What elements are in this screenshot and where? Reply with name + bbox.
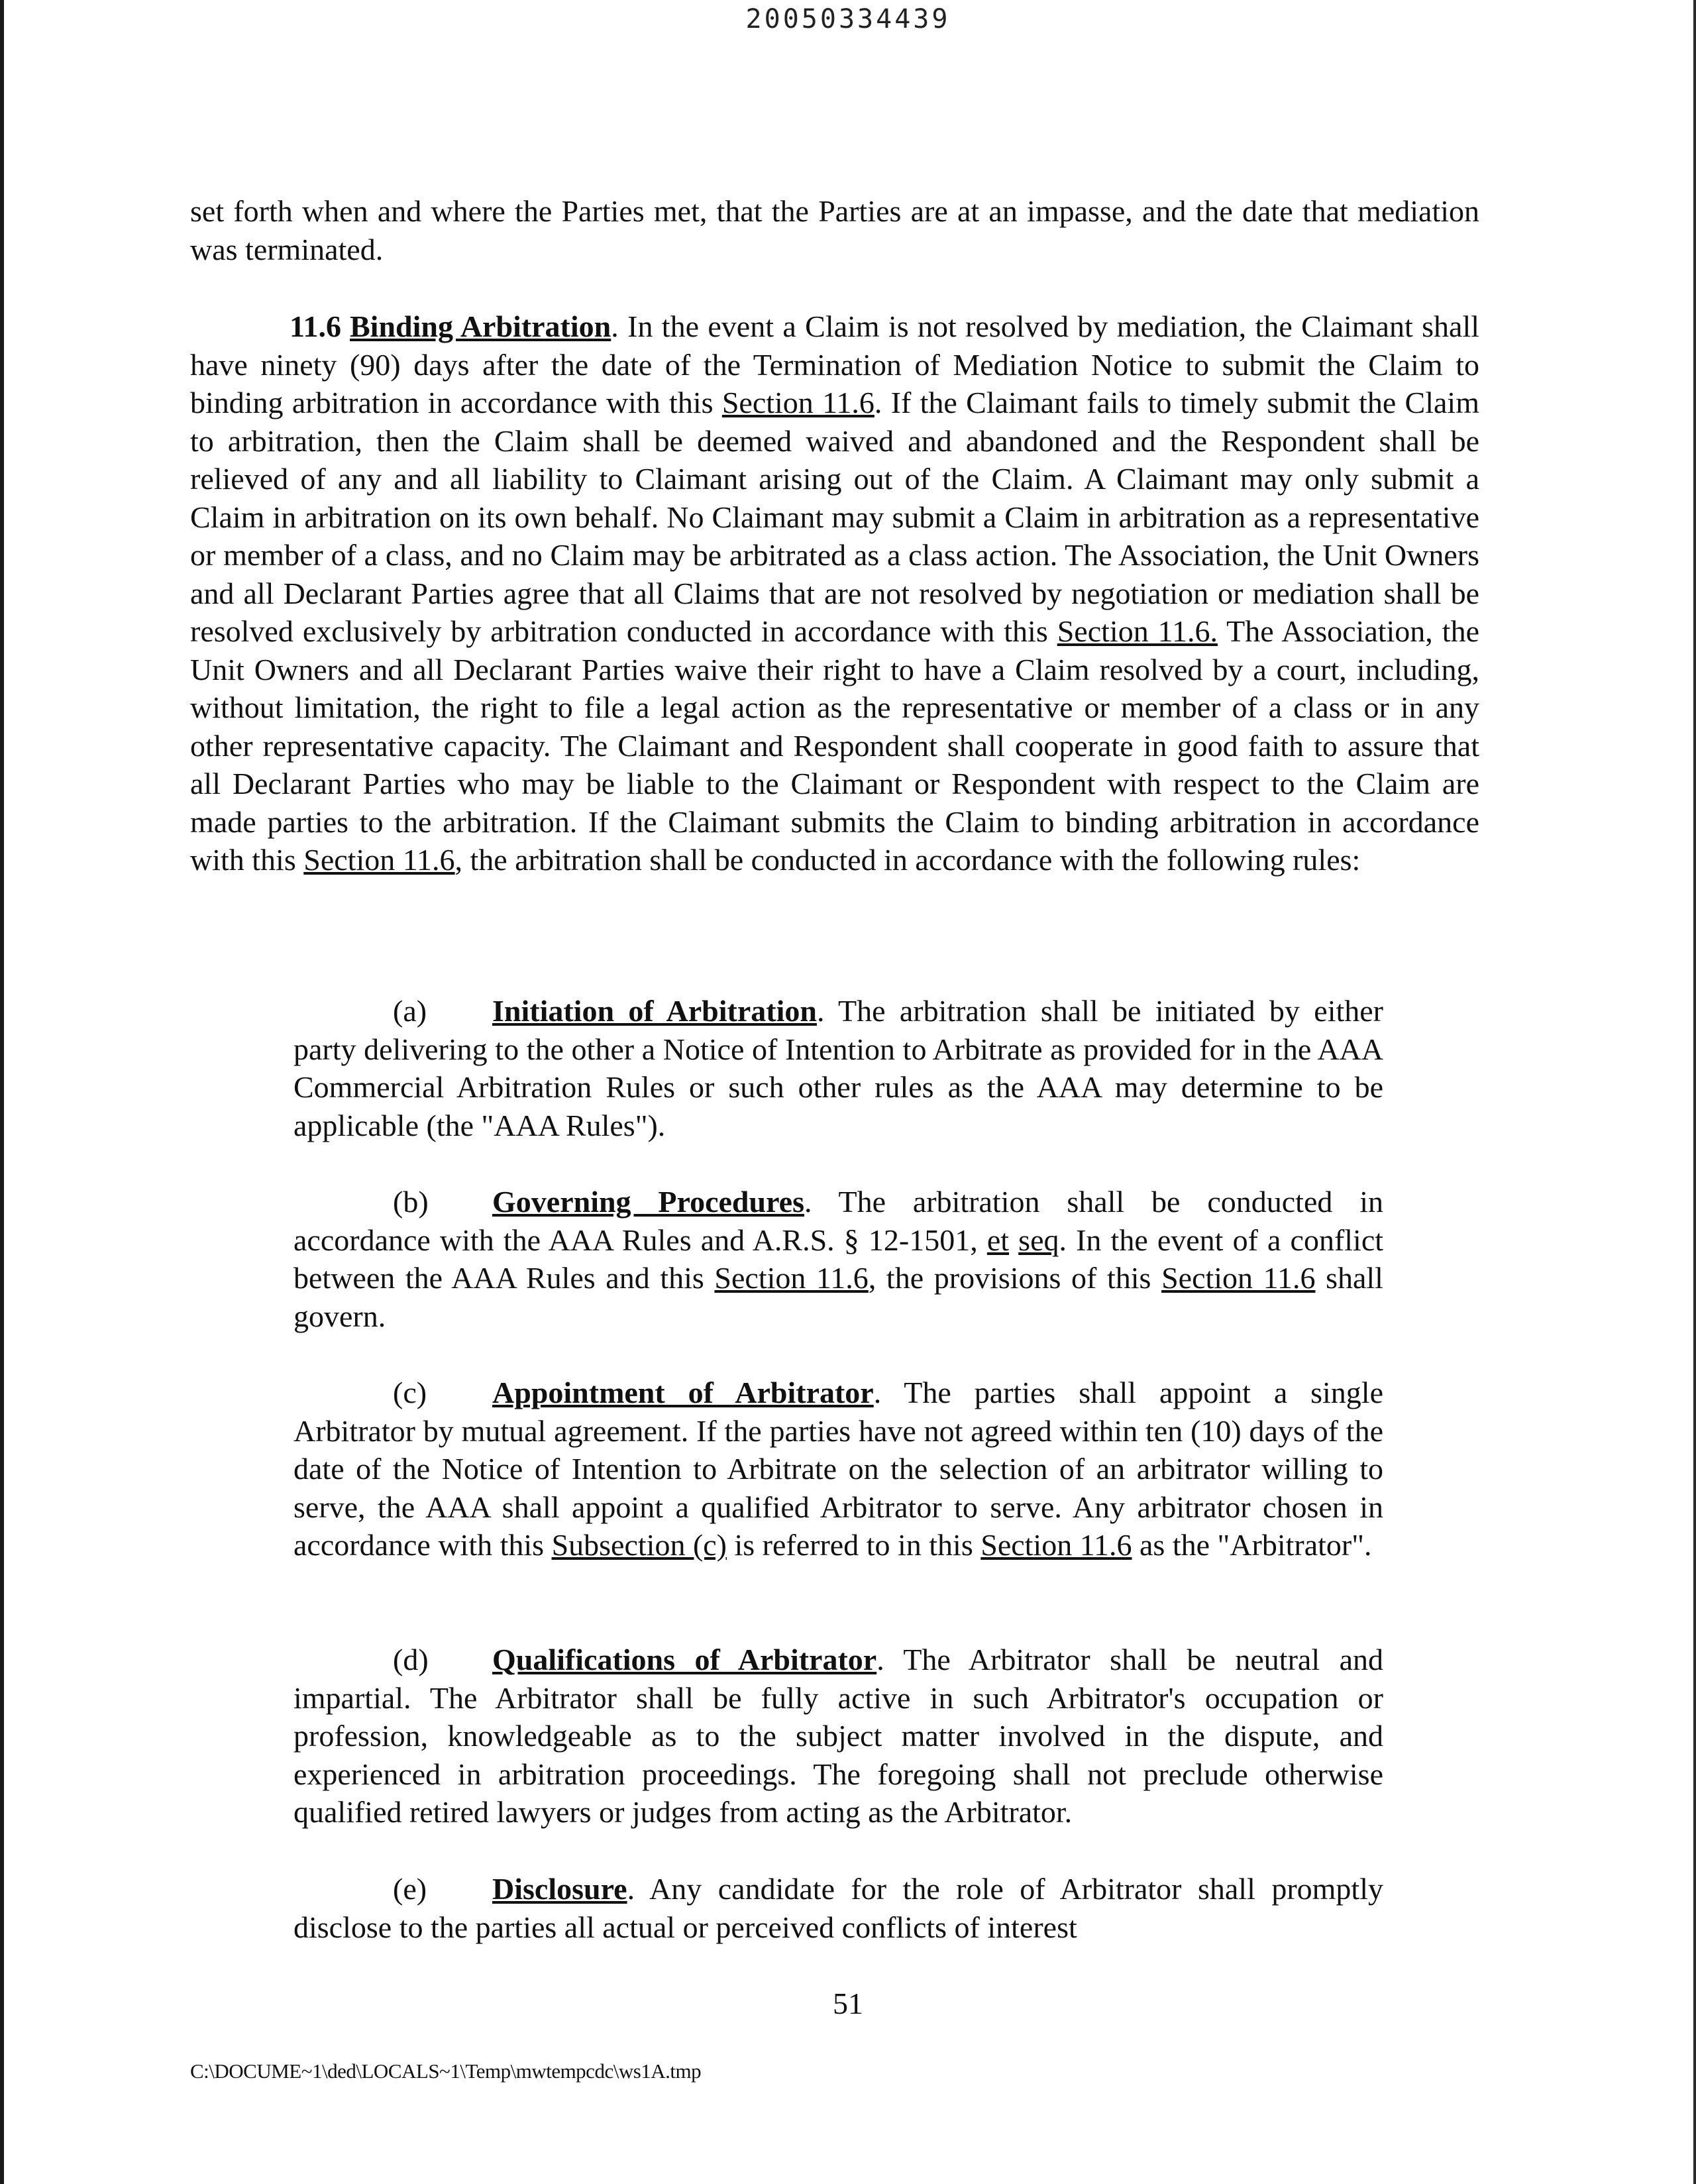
section-reference: Section 11.6	[980, 1528, 1132, 1562]
page-number: 51	[833, 1987, 863, 2020]
section-text: The Association, the Unit Owners and all Declarant Parties waive their right to have a Claim resolved by a court, including, without limitation, the right to file a legal action as the representative or member of a class or in any other representative capacity. The Claimant and Respondent shall cooperate in good faith to assure that all Declarant Parties who may be liable to the Claimant or Respondent with respect to the Claim are made parties to the arbitration. If the Claimant submits the Claim to binding arbitration in accordance with this	[190, 614, 1479, 877]
subsection-text: . The Arbitrator shall be neutral and impartial. The Arbitrator shall be fully active in such Arbitrator's occupation or profession, knowledgeable as to the subject matter involved in the dispute, and experienced in arbitration proceedings. The foregoing shall not preclude otherwise qualified retired lawyers or judges from acting as the Arbitrator.	[293, 1643, 1383, 1829]
section-number: 11.6	[290, 309, 341, 343]
subsection-label: (a)	[393, 994, 427, 1028]
subsection-text: , the provisions of this	[868, 1261, 1162, 1295]
subsection-label: (c)	[393, 1376, 427, 1409]
subsection-text: . The arbitration shall be conducted in accordance with the AAA Rules and A.R.S. § 12-1501,	[293, 1185, 1383, 1257]
section-reference: Section 11.6	[1161, 1261, 1316, 1295]
section-text: . If the Claimant fails to timely submit the Claim to arbitration, then the Claim shall be deemed waived and abandoned and the Respondent shall be relieved of any and all liability to Claimant arising out of the Claim. A Claimant may only submit a Claim in arbitration on its own behalf. No Claimant may submit a Claim in arbitration as a representative or member of a class, and no Claim may be arbitrated as a class action. The Association, the Unit Owners and all Declarant Parties agree that all Claims that are not resolved by negotiation or mediation shall be resolved exclusively by arbitration conducted in accordance with this	[190, 386, 1479, 648]
footer-file-path: C:\DOCUME~1\ded\LOCALS~1\Temp\mwtempcdc\ws1A.tmp	[190, 2059, 702, 2083]
subsection-text: shall govern.	[293, 1261, 1383, 1333]
subsection-text: . The arbitration shall be initiated by either party delivering to the other a Notice of Intention to Arbitrate as provided for in the AAA Commercial Arbitration Rules or such other rules as the AAA may determine to be applicable (the "AAA Rules").	[293, 994, 1383, 1142]
section-reference: Section 11.6.	[1057, 614, 1218, 648]
section-reference: Section 11.6	[721, 386, 874, 419]
subsection-e	[293, 1870, 1383, 1946]
subsection-text: . In the event of a conflict between the AAA Rules and this	[293, 1223, 1384, 1295]
subsection-text: . The parties shall appoint a single Arbitrator by mutual agreement. If the parties have not agreed within ten (10) days of the date of the Notice of Intention to Arbitrate on the selection of an arbitrator willing to serve, the AAA shall appoint a qualified Arbitrator to serve. Any arbitrator chosen in accordance with this	[293, 1376, 1383, 1562]
subsection-heading: Disclosure	[492, 1872, 627, 1906]
subsection-label: (d)	[393, 1643, 429, 1676]
subsection-label: (e)	[393, 1872, 427, 1906]
subsection-heading: Initiation of Arbitration	[492, 994, 817, 1028]
subsection-text: . Any candidate for the role of Arbitrator shall promptly disclose to the parties all actual or perceived conflicts of interest	[293, 1872, 1383, 1944]
scan-right-edge	[1693, 0, 1696, 2184]
subsection-text: as the "Arbitrator".	[1132, 1528, 1372, 1562]
subsection-text: is referred to in this	[727, 1528, 981, 1562]
subsection-a	[293, 992, 1383, 1144]
subsection-c	[293, 1374, 1383, 1564]
section-reference: Section 11.6	[714, 1261, 869, 1295]
subsection-heading: Qualifications of Arbitrator	[492, 1643, 877, 1676]
section-reference: Section 11.6	[303, 843, 455, 877]
latin-seq: seq	[1018, 1223, 1059, 1257]
section-heading: Binding Arbitration	[350, 309, 611, 343]
scan-left-edge	[0, 0, 4, 2184]
subsection-reference: Subsection (c)	[551, 1528, 727, 1562]
document-number: 20050334439	[745, 4, 951, 34]
subsection-label: (b)	[393, 1185, 429, 1219]
subsection-b	[293, 1183, 1383, 1335]
section-text: , the arbitration shall be conducted in accordance with the following rules:	[454, 843, 1361, 877]
intro-paragraph: set forth when and where the Parties met, that the Parties are at an impasse, and the date that mediation was terminated.	[190, 194, 1479, 266]
latin-et: et	[986, 1223, 1010, 1257]
section-text: . In the event a Claim is not resolved by mediation, the Claimant shall have ninety (90) days after the date of the Termination of Mediation Notice to submit the Claim to binding arbitration in accordance with this	[190, 309, 1480, 419]
section-11-6-paragraph	[190, 307, 1479, 879]
subsection-heading: Governing Procedures	[492, 1185, 804, 1219]
subsection-d	[293, 1641, 1383, 1831]
subsection-heading: Appointment of Arbitrator	[492, 1376, 874, 1409]
